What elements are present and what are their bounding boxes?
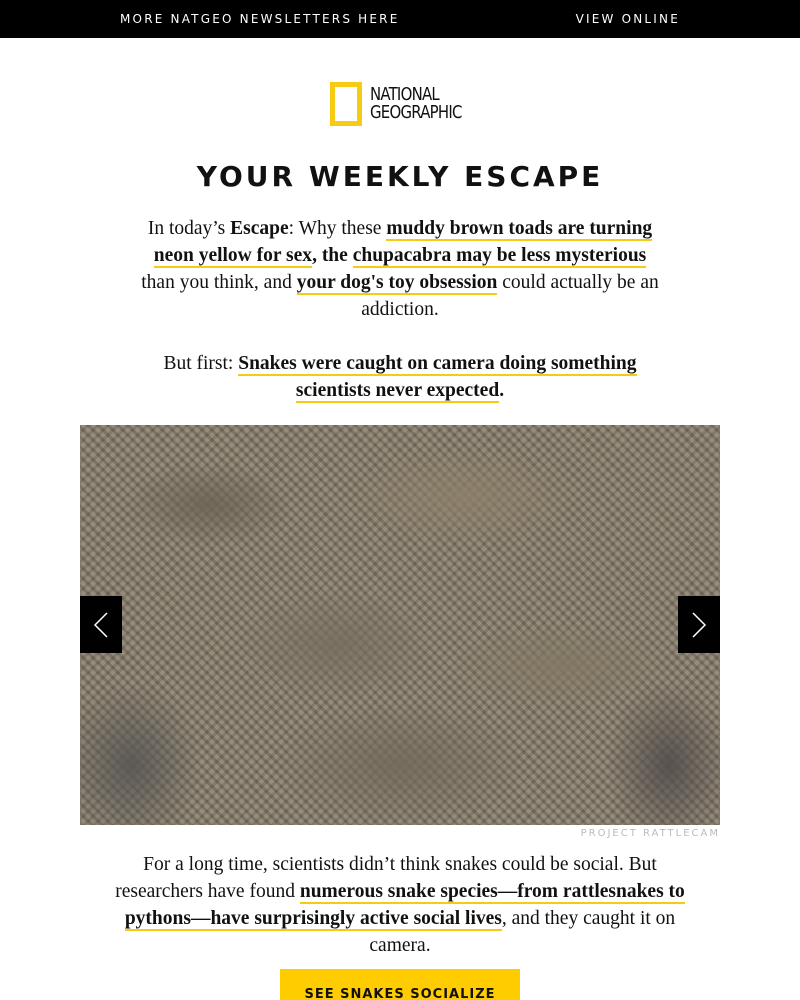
intro-text: : Why these: [288, 218, 387, 239]
intro-text: could actually be an addiction.: [361, 272, 659, 320]
snakes-camera-link[interactable]: Snakes were caught on camera doing something scientists never expected: [238, 353, 637, 401]
toads-link[interactable]: muddy brown toads are turning neon yellow for sex: [153, 218, 653, 266]
intro-text: , the: [312, 245, 353, 266]
intro-paragraph: [135, 215, 665, 323]
natgeo-logo[interactable]: [330, 81, 470, 127]
social-snakes-link[interactable]: numerous snake species—from rattlesnakes to pythons—have surprisingly active social lives: [124, 881, 685, 929]
logo-line-1: NATIONAL: [370, 84, 440, 105]
logo-container: [0, 81, 800, 127]
hero-image-carousel[interactable]: [80, 425, 720, 825]
more-newsletters-link[interactable]: MORE NATGEO NEWSLETTERS HERE: [120, 12, 400, 26]
period: .: [499, 380, 505, 401]
chupacabra-link[interactable]: chupacabra may be less mysterious: [352, 245, 647, 266]
story-text: , and they caught it on camera.: [369, 908, 676, 956]
view-online-link[interactable]: VIEW ONLINE: [575, 12, 680, 26]
cta-container: [0, 969, 800, 1000]
but-first-paragraph: [130, 350, 670, 404]
yellow-border-icon: [330, 82, 362, 126]
logo-line-2: GEOGRAPHIC: [370, 102, 462, 123]
carousel-next-button[interactable]: [678, 596, 720, 653]
page-title: YOUR WEEKLY ESCAPE: [196, 160, 604, 193]
top-bar: [0, 0, 800, 38]
chevron-right-icon: [691, 611, 707, 639]
intro-text: than you think, and: [141, 272, 297, 293]
intro-text: In today’s: [147, 218, 231, 239]
photo-credit: PROJECT RATTLECAM: [580, 828, 720, 839]
story-text: For a long time, scientists didn’t think snakes could be social. But researchers have found: [115, 854, 657, 902]
carousel-prev-button[interactable]: [80, 596, 122, 653]
logo-wordmark: [370, 86, 462, 122]
chevron-left-icon: [93, 611, 109, 639]
story-paragraph: [100, 851, 700, 959]
dog-toy-link[interactable]: your dog's toy obsession: [296, 272, 498, 293]
but-first-text: But first:: [163, 353, 239, 374]
see-snakes-socialize-button[interactable]: SEE SNAKES SOCIALIZE: [280, 969, 520, 1000]
escape-bold: Escape: [230, 218, 289, 239]
